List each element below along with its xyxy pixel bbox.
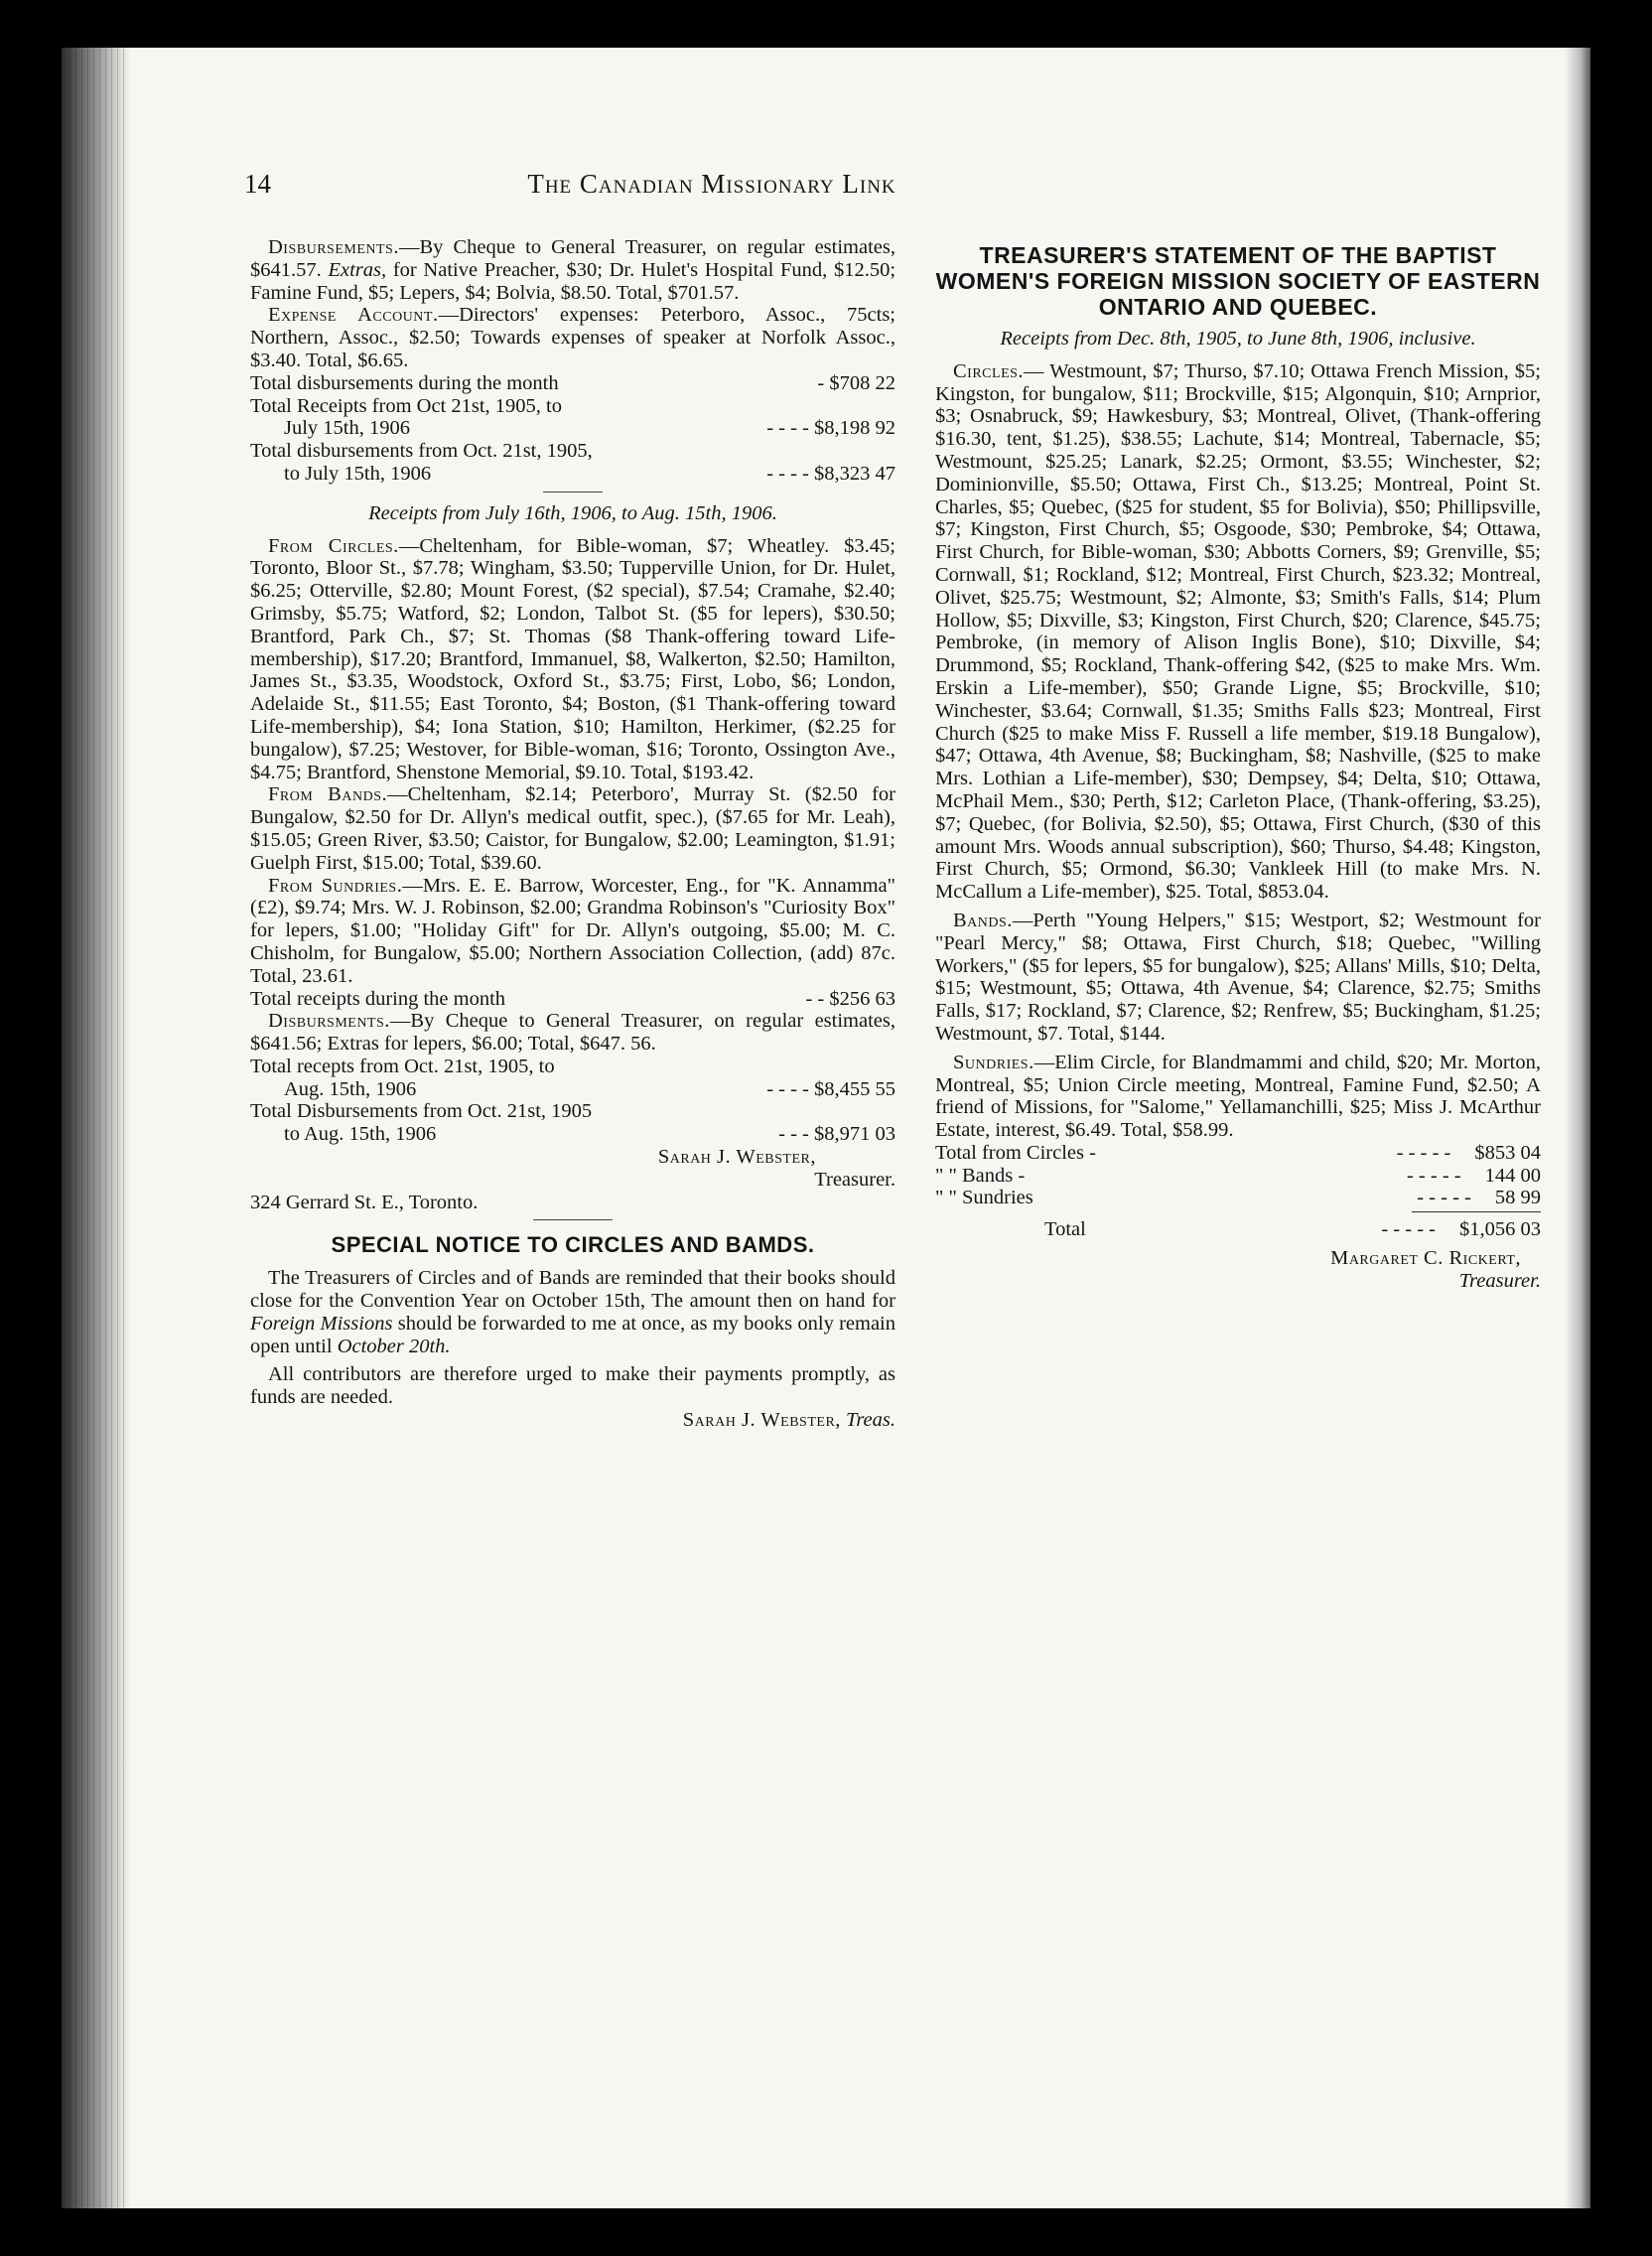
running-title: The Canadian Missionary Link <box>527 169 896 199</box>
from-bands-paragraph <box>250 783 895 874</box>
total-amount: - - - - $8,198 92 <box>766 417 895 440</box>
signature-title: Treasurer. <box>814 1168 895 1191</box>
notice-paragraph-2: All contributors are therefore urged to make their payments promptly, as funds are needed. <box>250 1363 895 1409</box>
sundries-text: —Elim Circle, for Blandmammi and child, $20; Mr. Morton, Montreal, $5; Union Circle meeting, Montreal, Famine Fund, $2.50; A friend of Missions, for "Salome," Yellamanchilli, $25; Miss J. McArthur Estate, interest, $6.49. Total, $58.99. <box>935 1051 1541 1142</box>
summary-leader: - - - - - <box>1381 1218 1436 1241</box>
total-label: Total recepts from Oct. 21st, 1905, to <box>250 1055 555 1077</box>
disbursements-text: —By Cheque to General Treasurer, on regular estimates, $641.57. <box>250 236 895 281</box>
summary-leader: - - - - - <box>1396 1141 1451 1164</box>
address: 324 Gerrard St. E., Toronto. <box>250 1191 479 1213</box>
notice-text: The Treasurers of Circles and of Bands are reminded that their books should close for the Convention Year on October 15th, The amount then on hand for <box>250 1267 895 1313</box>
total-row <box>250 372 895 395</box>
from-sundries-text: —Mrs. E. E. Barrow, Worcester, Eng., for "K. Annamma" (£2), $9.74; Mrs. W. J. Robinson, $2.00; Grandma Robinson's "Curiosity Box" for lepers, $1.00; "Holiday Gift" for Dr. Allyn's outgoing, $5.00; M. C. Chisholm, for Bungalow, $5.00; Northern Association Collection, (add) 87c. Total, 23.61. <box>250 874 895 987</box>
expense-paragraph <box>250 304 895 371</box>
from-circles-text: —Cheltenham, for Bible-woman, $7; Wheatley. $3.45; Toronto, Bloor St., $7.78; Wingham, $3.50; Tupperville Union, for Dr. Hulet, $6.25; Otterville, $2.80; Mount Forest, ($2 special), $7.54; Cramahe, $2.40; Grimsby, $5.75; Watford, $2; London, Talbot St. ($5 for lepers), $30.50; Brantford, Park Ch., $7; St. Thomas ($8 Thank-offering toward Life-membership), $17.20; Brantford, Immanuel, $8, Walkerton, $2.50; Hamilton, James St., $3.35, Woodstock, Oxford St., $3.75; First, Lobo, $6; London, Adelaide St., $11.55; East Toronto, $4; Boston, ($1 Thank-offering toward Life-membership), $4; Iona Station, $10; Hamilton, Herkimer, ($2.25 for bungalow), $7.25; Westover, for Bible-woman, $16; Toronto, Ossington Ave., $4.75; Brantford, Shenstone Memorial, $9.10. Total, $193.42. <box>250 534 895 783</box>
right-signature-name: Margaret C. Rickert, <box>1330 1247 1521 1270</box>
notice-heading: SPECIAL NOTICE TO CIRCLES AND BAMDS. <box>331 1232 815 1258</box>
statement-heading: TREASURER'S STATEMENT OF THE BAPTIST WOMEN'S FOREIGN MISSION SOCIETY OF EASTERN ONTARIO AND QUEBEC. <box>935 242 1541 320</box>
total-disbursements-block <box>250 440 895 486</box>
notice-signature-name: Sarah J. Webster, <box>682 1409 841 1432</box>
total-receipts-2-block <box>250 1056 895 1101</box>
total-label: Total receipts during the month <box>250 987 506 1010</box>
from-bands-text: —Cheltenham, $2.14; Peterboro', Murray St. ($2.50 for Bungalow, $2.50 for Dr. Allyn's medical outfit, spec.), ($7.65 for Mr. Leah), $15.05; Green River, $3.50; Caistor, for Bungalow, $2.00; Leamington, $1.91; Guelph First, $15.00; Total, $39.60. <box>250 783 896 874</box>
total-label: Total Disbursements from Oct. 21st, 1905 <box>250 1100 593 1123</box>
binding-gutter <box>62 48 131 2208</box>
total-amount: - - - - $8,455 55 <box>766 1077 895 1100</box>
total-row <box>250 988 895 1011</box>
signature-name: Sarah J. Webster, <box>657 1146 816 1169</box>
from-bands-label: From Bands. <box>268 783 388 806</box>
summary-amount: $1,056 03 <box>1459 1218 1541 1241</box>
page-header <box>62 169 1590 209</box>
total-rule <box>1412 1211 1541 1212</box>
notice-paragraph <box>250 1267 895 1357</box>
left-column <box>250 236 895 1432</box>
disbursements-paragraph <box>250 236 895 304</box>
notice-text: should be forwarded to me at once, as my books only remain open until <box>250 1312 896 1357</box>
total-label: Aug. 15th, 1906 <box>284 1077 417 1100</box>
total-disbursements-2-block <box>250 1100 895 1146</box>
total-label: July 15th, 1906 <box>284 417 410 440</box>
scanned-page <box>62 48 1590 2208</box>
summary-row-circles <box>935 1142 1541 1165</box>
notice-emphasis: Foreign Missions <box>250 1312 393 1335</box>
summary-label: Total from Circles - <box>935 1141 1096 1164</box>
right-column <box>935 236 1541 1293</box>
total-amount: - - - $8,971 03 <box>778 1123 895 1146</box>
summary-amount: 58 99 <box>1494 1187 1541 1209</box>
total-label: to Aug. 15th, 1906 <box>284 1123 437 1146</box>
circles-label: Circles. <box>953 359 1025 382</box>
disbursements-rest: for Native Preacher, $30; Dr. Hulet's Hospital Fund, $12.50; Famine Fund, $5; Lepers, $4; Bolvia, $8.50. Total, $701.57. <box>250 258 896 304</box>
summary-row-total <box>935 1218 1541 1241</box>
divider <box>543 492 603 493</box>
bands-text: —Perth "Young Helpers," $15; Westport, $2; Westmount for "Pearl Mercy," $8; Ottawa, First Church, $18; Quebec, "Willing Workers," ($5 for lepers, $5 for bungalow), $25; Allans' Mills, $10; Delta, $15; Westmount, $5; Ottawa, 4th Avenue, $4; Clarence, $2.75; Smiths Falls, $17; Rockland, $7; Clarence, $2; Renfrew, $5; Buckingham, $1.25; Westmount, $7. Total, $144. <box>935 909 1541 1045</box>
total-receipts-block <box>250 395 895 441</box>
page-number: 14 <box>244 169 271 199</box>
summary-amount: $853 04 <box>1474 1141 1541 1164</box>
notice-signature <box>250 1409 895 1432</box>
sundries-paragraph <box>935 1052 1541 1142</box>
summary-row-bands <box>935 1165 1541 1188</box>
disbursements-2-paragraph <box>250 1010 895 1056</box>
sundries-label: Sundries. <box>953 1051 1034 1073</box>
receipts-heading: Receipts from July 16th, 1906, to Aug. 15th, 1906. <box>368 501 777 524</box>
summary-label: " " Bands - <box>935 1164 1026 1187</box>
total-amount: - $708 22 <box>817 371 895 394</box>
from-circles-label: From Circles. <box>268 534 399 557</box>
total-label: Total Receipts from Oct 21st, 1905, to <box>250 394 562 417</box>
total-row <box>250 417 895 440</box>
circles-paragraph <box>935 360 1541 904</box>
notice-date: October 20th. <box>337 1335 451 1357</box>
total-label: Total disbursements during the month <box>250 371 559 394</box>
total-amount: - - $256 63 <box>805 987 895 1010</box>
total-label: Total disbursements from Oct. 21st, 1905, <box>250 440 593 463</box>
total-row <box>250 1078 895 1101</box>
disbursements-2-text: —By Cheque to General Treasurer, on regular estimates, $641.56; Extras for lepers, $6.00; Total, $647. 56. <box>250 1010 895 1056</box>
bands-label: Bands. <box>953 909 1013 931</box>
summary-label: " " Sundries <box>935 1187 1033 1209</box>
extras-label: Extras, <box>328 258 387 281</box>
from-sundries-paragraph <box>250 875 895 988</box>
summary-leader: - - - - - <box>1406 1164 1461 1187</box>
divider <box>533 1219 613 1220</box>
right-signature-title: Treasurer. <box>1458 1269 1541 1292</box>
summary-leader: - - - - - <box>1417 1187 1471 1209</box>
circles-text: — Westmount, $7; Thurso, $7.10; Ottawa French Mission, $5; Kingston, for bungalow, $11; Brockville, $15; Algonquin, $10; Arnprior, $3; Osnabruck, $9; Hawkesbury, $3; Montreal, Olivet, (Thank-offering $16.30, tent, $1.25), $38.55; Lachute, $14; Montreal, Tabernacle, $5; Westmount, $25.25; Lanark, $2.25; Ormont, $3.55; Winchester, $2; Dominionville, $5.50; Ottawa, First Ch., $13.25; Montreal, Point St. Charles, $5; Quebec, ($25 for student, $5 for Bolivia), $50; Phillipsville, $7; Kingston, First Church, $5; Osgoode, $30; Pembroke, $4; Ottawa, First Church, for Bible-woman, $30; Abbotts Corners, $9; Grenville, $5; Cornwall, $1; Rockland, $12; Montreal, First Church, $23.32; Montreal, Olivet, $25.75; Westmount, $2; Almonte, $3; Smith's Falls, $14; Plum Hollow, $5; Dixville, $3; Kingston, First Church, $20; Clarence, $45.75; Pembroke, (in memory of Alison Inglis Bone), $10; Dixville, $4; Drummond, $5; Rockland, Thank-offering $42, ($25 to make Mrs. Wm. Erskin a Life-member), $50; Grande Ligne, $5; Brockville, $10; Winchester, $3.64; Cornwall, $1.35; Smiths Falls $23; Montreal, First Church ($25 to make Miss F. Russell a life member, $19.18 Bungalow), $47; Ottawa, 4th Avenue, $8; Buckingham, $8; Nashville, ($25 to make Mrs. Lothian a Life-member), $30; Dempsey, $4; Delta, $10; Ottawa, McPhail Mem., $30; Perth, $12; Carleton Place, (Thank-offering, $3.25), $7; Quebec, (for Bolivia, $2.50), $5; Ottawa, First Church, ($30 of this amount Mrs. Woods annual subscription), $60; Thurso, $4.48; Kingston, First Church, $5; Ormond, $6.30; Vankleek Hill (to make Mrs. N. McCallum a Life-member), $25. Total, $853.04. <box>935 359 1541 904</box>
notice-signature-title: Treas. <box>846 1409 895 1432</box>
bands-paragraph <box>935 910 1541 1046</box>
disbursements-label: Disbursements. <box>268 236 399 258</box>
expense-text: —Directors' expenses: Peterboro, Assoc., 75cts; Northern, Assoc., $2.50; Towards expenses of speaker at Norfolk Assoc., $3.40. Total, $6.65. <box>250 304 896 371</box>
total-amount: - - - - $8,323 47 <box>766 462 895 485</box>
total-label: to July 15th, 1906 <box>284 462 432 485</box>
expense-label: Expense Account. <box>268 304 439 327</box>
summary-row-sundries <box>935 1187 1541 1209</box>
page-edge-shadow <box>1565 48 1590 2208</box>
total-row <box>250 463 895 486</box>
binding-lines <box>69 48 129 2208</box>
from-circles-paragraph <box>250 535 895 784</box>
statement-subheading: Receipts from Dec. 8th, 1905, to June 8th, 1906, inclusive. <box>1000 328 1476 350</box>
disbursements-2-label: Disbursments. <box>268 1010 390 1033</box>
total-row <box>250 1123 895 1146</box>
from-sundries-label: From Sundries. <box>268 874 403 897</box>
summary-label: Total <box>1044 1218 1086 1241</box>
summary-amount: 144 00 <box>1484 1164 1541 1187</box>
